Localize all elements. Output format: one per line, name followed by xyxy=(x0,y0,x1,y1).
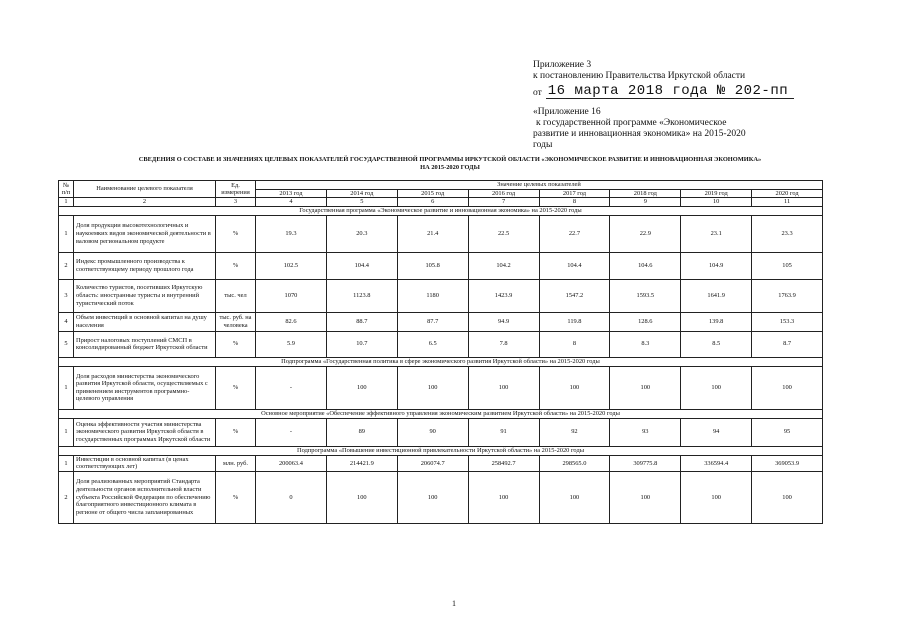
resolution-header xyxy=(533,60,873,151)
value-cell: 100 xyxy=(681,366,752,409)
year-header: 2013 год xyxy=(256,189,327,198)
table-body xyxy=(59,206,823,523)
value-cell: 214421.9 xyxy=(326,455,397,471)
value-cell: 1070 xyxy=(256,279,327,312)
table-row xyxy=(59,252,823,279)
value-cell: 5.9 xyxy=(256,331,327,357)
table-row xyxy=(59,418,823,446)
value-cell: 309775.8 xyxy=(610,455,681,471)
value-cell: 100 xyxy=(468,366,539,409)
value-cell: 88.7 xyxy=(326,312,397,331)
title-line-2: НА 2015-2020 ГОДЫ xyxy=(420,164,480,171)
value-cell: 89 xyxy=(326,418,397,446)
value-cell: 8.3 xyxy=(610,331,681,357)
value-cell: 100 xyxy=(326,366,397,409)
value-cell: 100 xyxy=(539,366,610,409)
value-cell: 100 xyxy=(397,366,468,409)
year-header: 2018 год xyxy=(610,189,681,198)
col-values-header: Значение целевых показателей xyxy=(256,181,823,190)
value-cell: 87.7 xyxy=(397,312,468,331)
indicator-name: Объем инвестиций в основной капитал на душу населения xyxy=(74,312,216,331)
column-index: 7 xyxy=(468,198,539,207)
value-cell: 1180 xyxy=(397,279,468,312)
column-index: 6 xyxy=(397,198,468,207)
handwritten-date-number: 16 марта 2018 года № 202-пп xyxy=(546,84,794,99)
value-cell: 100 xyxy=(397,471,468,523)
table-row xyxy=(59,279,823,312)
value-cell: 10.7 xyxy=(326,331,397,357)
program-line-2: развитие и инновационная экономика» на 2015-2020 xyxy=(533,129,746,139)
page-number: 1 xyxy=(452,599,456,608)
value-cell: 100 xyxy=(326,471,397,523)
row-number: 1 xyxy=(59,418,74,446)
indicator-name: Доля расходов министерства экономического развития Иркутской области, осуществляемых с применением инструментов программно-целевого управления xyxy=(74,366,216,409)
section-title: Основное мероприятие «Обеспечение эффективного управления экономическим развитием Иркутской области» на 2015-2020 годы xyxy=(59,409,823,418)
value-cell: 21.4 xyxy=(397,215,468,252)
value-cell: 94.9 xyxy=(468,312,539,331)
value-cell: 82.6 xyxy=(256,312,327,331)
value-cell: 23.1 xyxy=(681,215,752,252)
value-cell: 100 xyxy=(610,471,681,523)
value-cell: 104.9 xyxy=(681,252,752,279)
value-cell: 100 xyxy=(468,471,539,523)
table-row xyxy=(59,312,823,331)
row-number: 1 xyxy=(59,455,74,471)
row-number: 2 xyxy=(59,252,74,279)
value-cell: 100 xyxy=(539,471,610,523)
value-cell: 104.6 xyxy=(610,252,681,279)
section-row xyxy=(59,446,823,455)
year-header: 2015 год xyxy=(397,189,468,198)
column-index: 9 xyxy=(610,198,681,207)
value-cell: 0 xyxy=(256,471,327,523)
value-cell: 139.8 xyxy=(681,312,752,331)
row-number: 2 xyxy=(59,471,74,523)
indicator-name: Доля продукции высокотехнологичных и наукоемких видов экономической деятельности в валовом региональном продукте xyxy=(74,215,216,252)
column-index: 5 xyxy=(326,198,397,207)
year-header: 2020 год xyxy=(752,189,823,198)
value-cell: 1123.8 xyxy=(326,279,397,312)
row-number: 1 xyxy=(59,215,74,252)
section-title: Подпрограмма «Повышение инвестиционной привлекательности Иркутской области» на 2015-2020 годы xyxy=(59,446,823,455)
unit: млн. руб. xyxy=(216,455,256,471)
value-cell: 298565.0 xyxy=(539,455,610,471)
value-cell: 119.8 xyxy=(539,312,610,331)
program-line-3: годы xyxy=(533,140,553,150)
value-cell: 1763.9 xyxy=(752,279,823,312)
column-index: 11 xyxy=(752,198,823,207)
unit: тыс. чел xyxy=(216,279,256,312)
year-header: 2016 год xyxy=(468,189,539,198)
row-number: 3 xyxy=(59,279,74,312)
year-header: 2017 год xyxy=(539,189,610,198)
unit: % xyxy=(216,331,256,357)
value-cell: - xyxy=(256,418,327,446)
value-cell: 95 xyxy=(752,418,823,446)
indicator-name: Прирост налоговых поступлений СМСП в консолидированный бюджет Иркутской области xyxy=(74,331,216,357)
col-unit-header: Ед. измерения xyxy=(216,181,256,198)
table-row xyxy=(59,471,823,523)
table-row xyxy=(59,366,823,409)
value-cell: 258492.7 xyxy=(468,455,539,471)
section-row xyxy=(59,357,823,366)
value-cell: 104.4 xyxy=(539,252,610,279)
value-cell: 1423.9 xyxy=(468,279,539,312)
value-cell: 19.3 xyxy=(256,215,327,252)
value-cell: 369053.9 xyxy=(752,455,823,471)
unit: тыс. руб. на человека xyxy=(216,312,256,331)
value-cell: 94 xyxy=(681,418,752,446)
column-index: 2 xyxy=(74,198,216,207)
value-cell: 90 xyxy=(397,418,468,446)
indicator-name: Оценка эффективности участия министерства экономического развития Иркутской области в государственных программах Иркутской области xyxy=(74,418,216,446)
section-row xyxy=(59,206,823,215)
indicator-name: Количество туристов, посетивших Иркутскую область: иностранные туристы и внутренний туристический поток xyxy=(74,279,216,312)
value-cell: 8.7 xyxy=(752,331,823,357)
unit: % xyxy=(216,215,256,252)
indicators-table xyxy=(58,180,823,524)
section-row xyxy=(59,409,823,418)
value-cell: 200063.4 xyxy=(256,455,327,471)
row-number: 1 xyxy=(59,366,74,409)
value-cell: 1641.9 xyxy=(681,279,752,312)
unit: % xyxy=(216,366,256,409)
value-cell: 100 xyxy=(610,366,681,409)
section-title: Подпрограмма «Государственная политика в сфере экономического развития Иркутской области» на 2015-2020 годы xyxy=(59,357,823,366)
indicator-name: Доля реализованных мероприятий Стандарта деятельности органов исполнительной власти субъекта Российской Федерации по обеспечению благоприятного инвестиционного климата в регионе от общего числа запланированных xyxy=(74,471,216,523)
col-num-header: № п/п xyxy=(59,181,74,198)
col-name-header: Наименование целевого показателя xyxy=(74,181,216,198)
value-cell: 92 xyxy=(539,418,610,446)
value-cell: 22.9 xyxy=(610,215,681,252)
column-index-row xyxy=(59,198,823,207)
value-cell: 1547.2 xyxy=(539,279,610,312)
value-cell: 8 xyxy=(539,331,610,357)
from-label: от xyxy=(533,88,542,98)
column-index: 10 xyxy=(681,198,752,207)
appendix-label: Приложение 3 xyxy=(533,60,592,70)
unit: % xyxy=(216,471,256,523)
value-cell: 22.5 xyxy=(468,215,539,252)
resolution-label: к постановлению Правительства Иркутской области xyxy=(533,71,746,81)
indicator-name: Инвестиции в основной капитал (в ценах соответствующих лет) xyxy=(74,455,216,471)
value-cell: 100 xyxy=(752,366,823,409)
year-header: 2014 год xyxy=(326,189,397,198)
document-title xyxy=(60,156,840,172)
value-cell: 104.4 xyxy=(326,252,397,279)
unit: % xyxy=(216,252,256,279)
value-cell: 91 xyxy=(468,418,539,446)
program-line-1: к государственной программе «Экономическое xyxy=(536,118,727,128)
column-index: 3 xyxy=(216,198,256,207)
value-cell: 22.7 xyxy=(539,215,610,252)
table-row xyxy=(59,215,823,252)
value-cell: 336594.4 xyxy=(681,455,752,471)
value-cell: 105.8 xyxy=(397,252,468,279)
year-header: 2019 год xyxy=(681,189,752,198)
value-cell: 93 xyxy=(610,418,681,446)
value-cell: 6.5 xyxy=(397,331,468,357)
appendix16-label: «Приложение 16 xyxy=(533,107,601,117)
value-cell: 104.2 xyxy=(468,252,539,279)
row-number: 4 xyxy=(59,312,74,331)
row-number: 5 xyxy=(59,331,74,357)
value-cell: 100 xyxy=(752,471,823,523)
value-cell: 206074.7 xyxy=(397,455,468,471)
value-cell: 23.3 xyxy=(752,215,823,252)
column-index: 8 xyxy=(539,198,610,207)
value-cell: 7.8 xyxy=(468,331,539,357)
value-cell: - xyxy=(256,366,327,409)
value-cell: 100 xyxy=(681,471,752,523)
column-index: 1 xyxy=(59,198,74,207)
value-cell: 20.3 xyxy=(326,215,397,252)
value-cell: 8.5 xyxy=(681,331,752,357)
table-row xyxy=(59,331,823,357)
table-row xyxy=(59,455,823,471)
value-cell: 1593.5 xyxy=(610,279,681,312)
value-cell: 102.5 xyxy=(256,252,327,279)
resolution-date-line xyxy=(533,84,873,99)
indicator-name: Индекс промышленного производства к соответствующему периоду прошлого года xyxy=(74,252,216,279)
value-cell: 128.6 xyxy=(610,312,681,331)
value-cell: 153.3 xyxy=(752,312,823,331)
unit: % xyxy=(216,418,256,446)
title-line-1: СВЕДЕНИЯ О СОСТАВЕ И ЗНАЧЕНИЯХ ЦЕЛЕВЫХ ПОКАЗАТЕЛЕЙ ГОСУДАРСТВЕННОЙ ПРОГРАММЫ ИРКУТСКОЙ ОБЛАСТИ «ЭКОНОМИЧЕСКОЕ РАЗВИТИЕ И ИННОВАЦИОННАЯ ЭКОНОМИКА» xyxy=(138,156,762,163)
column-index: 4 xyxy=(256,198,327,207)
value-cell: 105 xyxy=(752,252,823,279)
section-title: Государственная программа «Экономическое развитие и инновационная экономика» на 2015-2020 годы xyxy=(59,206,823,215)
